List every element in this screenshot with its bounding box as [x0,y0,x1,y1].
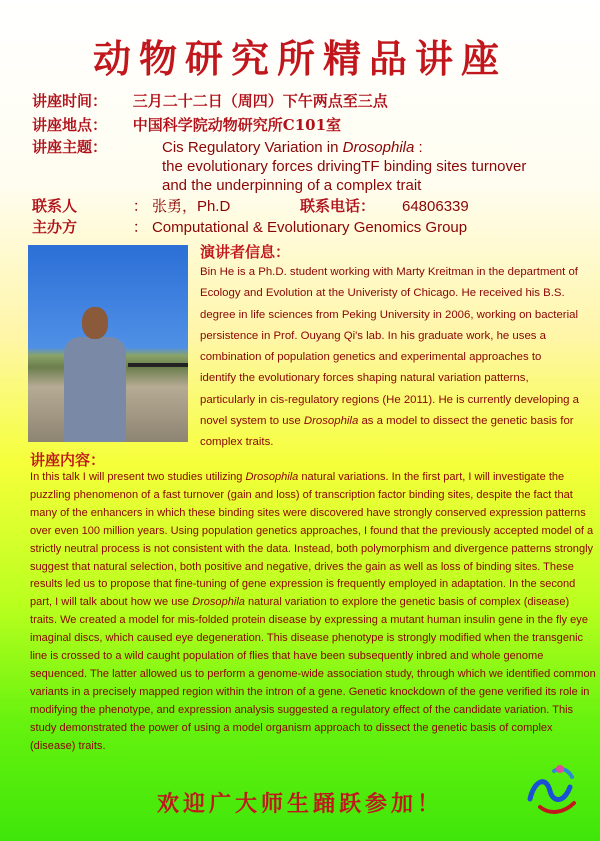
time-value: 三月二十二日（周四）下午两点至三点 [132,92,388,110]
speaker-bio: Bin He is a Ph.D. student working with Marty Kreitman in the department of Ecology and Evolution at the Univeristy of Chicago. He received his B.S. degree in life sciences from Peking University in 2006, working on bacterial persistence in Prof. Ouyang Qi's lab. In his graduate work, he uses a combination of population genetics and experimental approaches to identify the evolutionary forces shaping natural variation patterns, particularly in cis-regulatory regions (He 2011). He is currently developing a novel system to use Drosophila as a model to dissect the genetic basis for complex traits. [200,266,580,449]
host-label: 主办方 [32,218,78,236]
lecture-place [32,116,592,135]
topic-label: 讲座主题： [32,138,108,156]
content-heading: 讲座内容： [30,451,106,469]
lecture-abstract: In this talk I will present two studies utilizing Drosophila natural variations. In the first part, I will investigate the puzzling phenomenon of a fast turnover (gain and loss) of transcription factor binding sites, despite the fact that many of the enhancers in which these binding sites were discovered have strongly conserved expression patterns over even 100 million years. Using population genetics approaches, I found that the previously accepted model of a strictly neutral process is not consistent with the data. Instead, both polymorphism and divergence patterns strongly suggest that natural selection, both positive and negative, drives the gain as well as loss of binding sites. These results led us to propose that fine-tuning of gene expression is frequently employed in adaptation. In the second part, I will talk about how we use Drosophila natural variation to explore the genetic basis of complex (disease) traits. We created a model for mis-folded protein disease by expressing a mutant human insulin gene in the fly eye imaginal discs, which caused eye degeneration. This disease phenotype is strongly modified when the transgenic line is crossed to a wild caught population of flies that have been subsequently inbred and whole genome sequenced. The latter allowed us to perform a genome-wide association study, through which we identified common variants in a precisely mapped region within the intron of a gene. Genetic knockdown of the gene verified its role in modifying the phenotype, and expression analysis suggested a regulatory effect of the candidate variation. This study demonstrated the power of using a model organism approach to dissect the genetic basis of complex (disease) traits. [30,471,596,752]
welcome-banner: 欢迎广大师生踊跃参加！ [156,791,443,817]
topic-line-2: the evolutionary forces drivingTF binding sites turnover [162,158,527,175]
ioz-logo-icon [520,757,584,821]
place-label: 讲座地点： [32,116,108,134]
poster-title: 动物研究所精品讲座 [92,36,507,81]
topic-line-3: and the underpinning of a complex trait [162,177,422,194]
phone-label: 联系电话： [300,197,376,215]
host-value: ： Computational & Evolutionary Genomics Group [132,219,468,236]
contact-label: 联系人 [32,197,78,215]
lecture-time [32,92,592,111]
phone-value: 64806339 [402,198,469,215]
time-label: 讲座时间： [32,92,108,110]
place-value: 中国科学院动物研究所C101室 [132,116,342,134]
speaker-heading: 演讲者信息： [200,243,291,261]
host-row [32,218,592,237]
lecture-topic [32,138,592,195]
topic-line-1: Cis Regulatory Variation in Drosophila : [162,139,423,156]
contact-row [32,197,592,216]
speaker-photo [28,245,188,442]
contact-value: ： 张勇，Ph.D [132,198,231,215]
